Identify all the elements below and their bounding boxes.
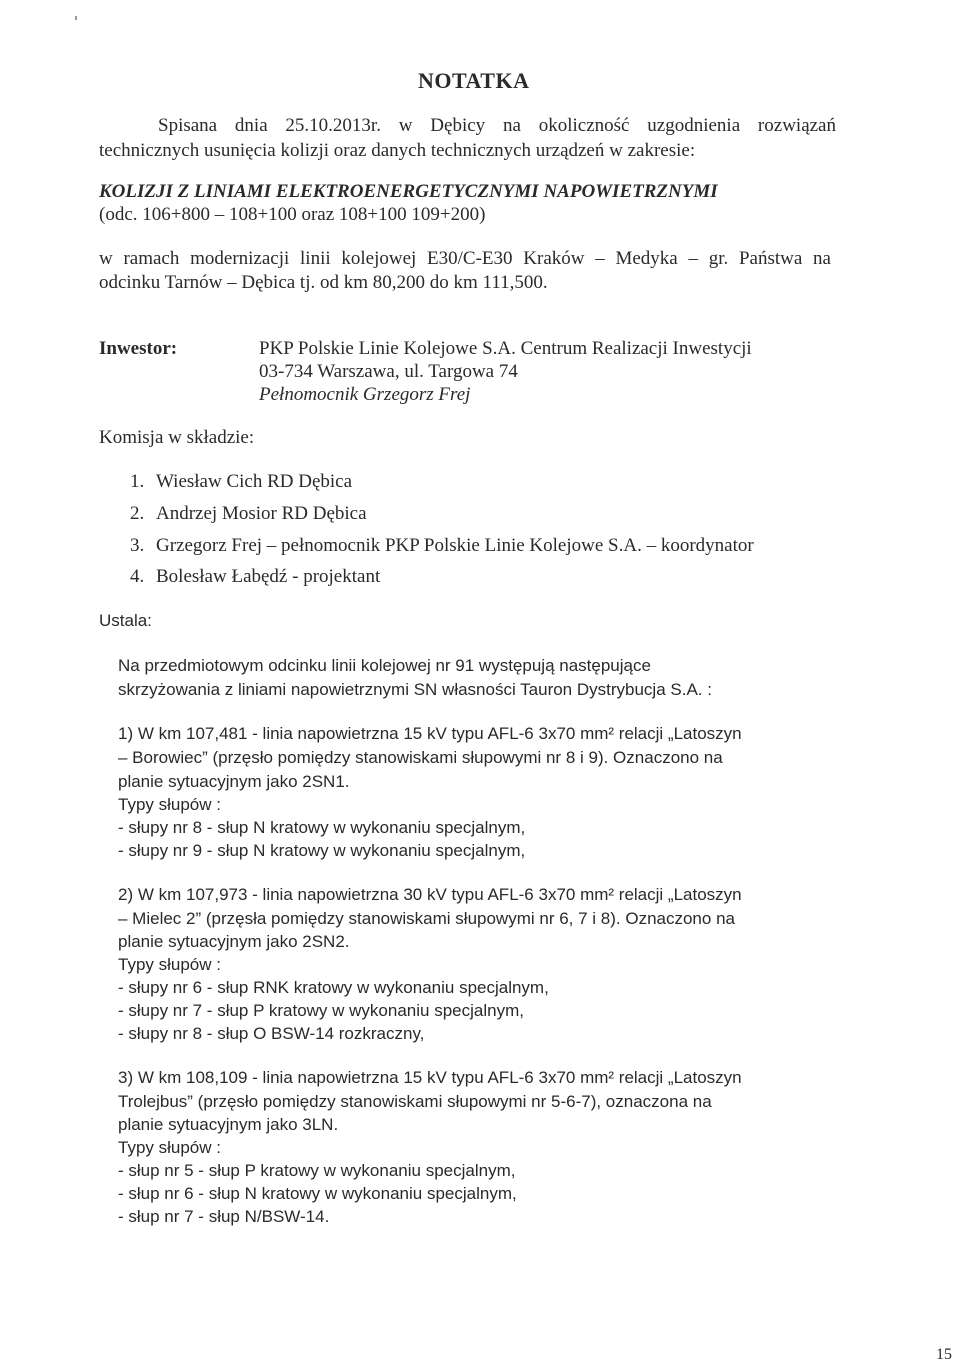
intro-line-1: Spisana dnia 25.10.2013r. w Dębicy na okoliczność uzgodnienia rozwiązań <box>158 115 836 136</box>
crossing-3-line-1: 3) W km 108,109 - linia napowietrzna 15 kV typu AFL-6 3x70 mm² relacji „Latoszyn <box>118 1068 742 1087</box>
list-item-number: 1. <box>130 471 145 492</box>
page-number: 15 <box>936 1346 952 1363</box>
list-item-number: 2. <box>130 503 145 524</box>
crossing-1-pole-1: - słupy nr 8 - słup N kratowy w wykonaniu specjalnym, <box>118 818 526 837</box>
crossing-3-pole-2: - słup nr 6 - słup N kratowy w wykonaniu specjalnym, <box>118 1184 517 1203</box>
crossing-2-line-2: – Mielec 2” (przęsła pomiędzy stanowiskami słupowymi nr 6, 7 i 8). Oznaczono na <box>118 909 735 928</box>
scope-detail: (odc. 106+800 – 108+100 oraz 108+100 109+200) <box>99 204 486 225</box>
crossing-3-types-label: Typy słupów : <box>118 1138 221 1157</box>
crossing-1-types-label: Typy słupów : <box>118 795 221 814</box>
list-item: Wiesław Cich RD Dębica <box>156 471 353 492</box>
project-line-1: w ramach modernizacji linii kolejowej E30/C-E30 Kraków – Medyka – gr. Państwa na <box>99 248 831 269</box>
investor-representative: Pełnomocnik Grzegorz Frej <box>259 384 471 405</box>
list-item: Grzegorz Frej – pełnomocnik PKP Polskie Linie Kolejowe S.A. – koordynator <box>156 535 754 556</box>
investor-label: Inwestor: <box>99 338 178 359</box>
crossing-3-pole-3: - słup nr 7 - słup N/BSW-14. <box>118 1207 330 1226</box>
findings-intro-line-1: Na przedmiotowym odcinku linii kolejowej nr 91 występują następujące <box>118 656 651 675</box>
crossing-2-pole-2: - słupy nr 7 - słup P kratowy w wykonaniu specjalnym, <box>118 1001 524 1020</box>
crossing-2-line-1: 2) W km 107,973 - linia napowietrzna 30 kV typu AFL-6 3x70 mm² relacji „Latoszyn <box>118 885 742 904</box>
investor-address: 03-734 Warszawa, ul. Targowa 74 <box>259 361 518 382</box>
crossing-2-types-label: Typy słupów : <box>118 955 221 974</box>
crossing-2-line-3: planie sytuacyjnym jako 2SN2. <box>118 932 350 951</box>
scan-mark <box>75 16 77 20</box>
crossing-1-line-2: – Borowiec” (przęsło pomiędzy stanowiskami słupowymi nr 8 i 9). Oznaczono na <box>118 748 723 767</box>
crossing-3-line-3: planie sytuacyjnym jako 3LN. <box>118 1115 339 1134</box>
findings-intro-line-2: skrzyżowania z liniami napowietrznymi SN własności Tauron Dystrybucja S.A. : <box>118 680 712 699</box>
crossing-2-pole-3: - słupy nr 8 - słup O BSW-14 rozkraczny, <box>118 1024 425 1043</box>
document-title: NOTATKA <box>418 68 530 93</box>
intro-line-2: technicznych usunięcia kolizji oraz danych technicznych urządzeń w zakresie: <box>99 140 696 161</box>
crossing-1-line-3: planie sytuacyjnym jako 2SN1. <box>118 772 350 791</box>
crossing-1-line-1: 1) W km 107,481 - linia napowietrzna 15 kV typu AFL-6 3x70 mm² relacji „Latoszyn <box>118 724 742 743</box>
list-item: Bolesław Łabędź - projektant <box>156 566 381 587</box>
investor-name: PKP Polskie Linie Kolejowe S.A. Centrum Realizacji Inwestycji <box>259 338 752 359</box>
crossing-3-line-2: Trolejbus” (przęsło pomiędzy stanowiskami słupowymi nr 5-6-7), oznaczona na <box>118 1092 712 1111</box>
list-item-number: 4. <box>130 566 145 587</box>
scope-heading: KOLIZJI Z LINIAMI ELEKTROENERGETYCZNYMI NAPOWIETRZNYMI <box>99 181 718 202</box>
crossing-2-pole-1: - słupy nr 6 - słup RNK kratowy w wykonaniu specjalnym, <box>118 978 549 997</box>
project-line-2: odcinku Tarnów – Dębica tj. od km 80,200 do km 111,500. <box>99 272 548 293</box>
findings-label: Ustala: <box>99 611 152 630</box>
commission-label: Komisja w składzie: <box>99 427 255 448</box>
crossing-3-pole-1: - słup nr 5 - słup P kratowy w wykonaniu specjalnym, <box>118 1161 516 1180</box>
list-item-number: 3. <box>130 535 145 556</box>
list-item: Andrzej Mosior RD Dębica <box>156 503 367 524</box>
crossing-1-pole-2: - słupy nr 9 - słup N kratowy w wykonaniu specjalnym, <box>118 841 526 860</box>
